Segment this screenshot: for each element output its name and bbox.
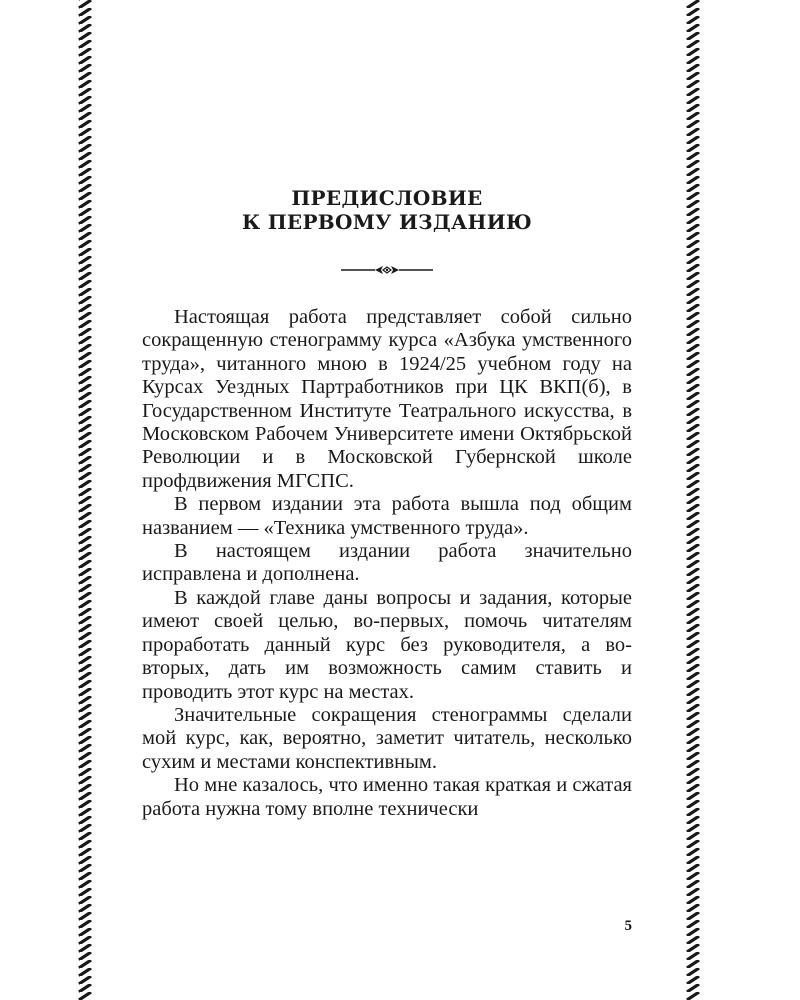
page-number: 5 bbox=[624, 918, 632, 934]
paragraph: Но мне казалось, что именно такая краткая и сжатая работа нужна тому вполне технически bbox=[142, 774, 632, 820]
title-line-1: ПРЕДИСЛОВИЕ bbox=[291, 186, 483, 210]
right-decorative-border bbox=[686, 0, 700, 1000]
preface-text bbox=[142, 306, 632, 821]
ornament-divider-icon bbox=[341, 264, 433, 276]
paragraph: В первом издании эта работа вышла под общим названием — «Техника умственного труда». bbox=[142, 493, 632, 539]
paragraph: Настоящая работа представляет собой сильно сокращенную стенограмму курса «Азбука умственного труда», читанного мною в 1924/25 учебном году на Курсах Уездных Партработников при ЦК ВКП(б), в Государственном Институте Театрального искусства, в Московском Рабочем Университете имени Октябрьской Революции и в Московской Губернской школе профдвижения МГСПС. bbox=[142, 306, 632, 492]
book-page bbox=[142, 0, 632, 1000]
paragraph: В настоящем издании работа значительно исправлена и дополнена. bbox=[142, 540, 632, 586]
paragraph: В каждой главе даны вопросы и задания, которые имеют своей целью, во-первых, помочь читателям проработать данный курс без руководителя, а во-вторых, дать им возможность самим ставить и проводить этот курс на местах. bbox=[142, 586, 632, 703]
title-line-2: К ПЕРВОМУ ИЗДАНИЮ bbox=[241, 210, 532, 234]
paragraph: Значительные сокращения стенограммы сделали мой курс, как, вероятно, заметит читатель, несколько сухим и местами конспективным. bbox=[142, 703, 632, 773]
left-decorative-border bbox=[78, 0, 92, 1000]
page-title bbox=[142, 186, 632, 234]
